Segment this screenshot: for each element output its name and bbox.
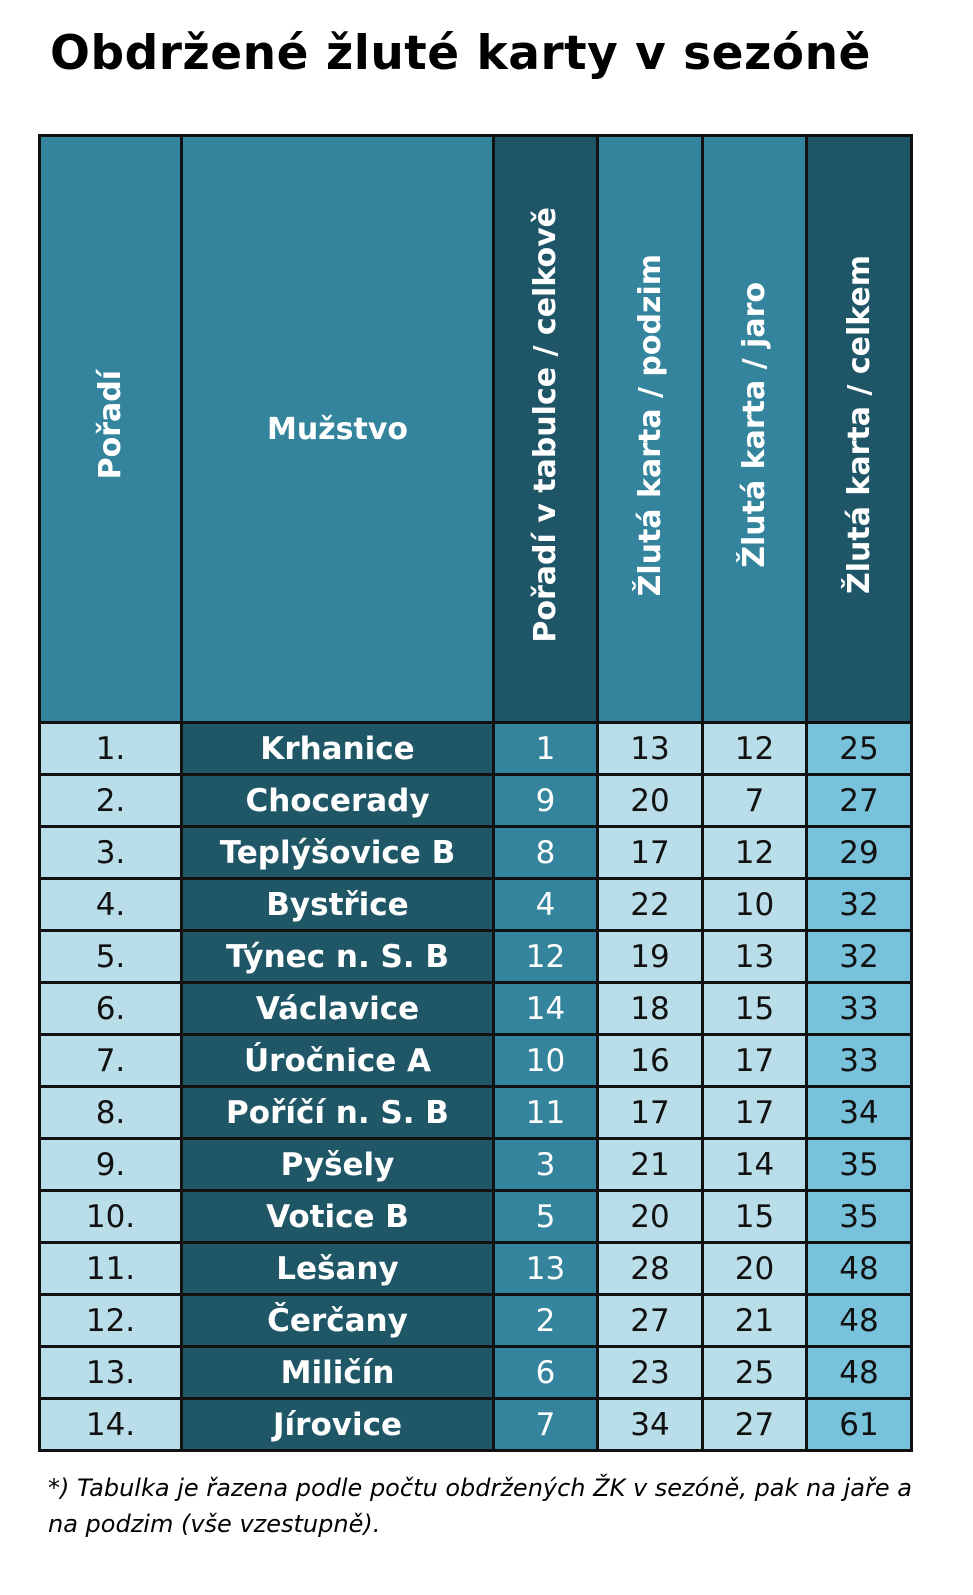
cell-yellow-autumn: 28	[598, 1243, 703, 1295]
cell-team: Votice B	[182, 1191, 494, 1243]
cell-rank: 7.	[40, 1035, 182, 1087]
cell-team: Úročnice A	[182, 1035, 494, 1087]
cell-yellow-spring: 15	[703, 983, 807, 1035]
cell-rank: 10.	[40, 1191, 182, 1243]
table-row	[40, 1035, 912, 1087]
cell-table-position: 1	[494, 723, 598, 775]
cell-table-position: 6	[494, 1347, 598, 1399]
cell-rank: 12.	[40, 1295, 182, 1347]
table-row	[40, 1243, 912, 1295]
cell-yellow-spring: 12	[703, 723, 807, 775]
cell-yellow-total: 48	[807, 1295, 912, 1347]
cell-rank: 9.	[40, 1139, 182, 1191]
cell-team: Miličín	[182, 1347, 494, 1399]
header-rank-label: Pořadí	[93, 370, 128, 480]
cell-yellow-total: 32	[807, 879, 912, 931]
cell-yellow-total: 61	[807, 1399, 912, 1451]
table-row	[40, 931, 912, 983]
cell-yellow-autumn: 13	[598, 723, 703, 775]
table-row	[40, 1191, 912, 1243]
cell-yellow-total: 35	[807, 1191, 912, 1243]
cell-yellow-spring: 27	[703, 1399, 807, 1451]
cell-yellow-spring: 21	[703, 1295, 807, 1347]
header-yellow-spring	[703, 136, 807, 723]
cell-table-position: 7	[494, 1399, 598, 1451]
cell-table-position: 14	[494, 983, 598, 1035]
cell-rank: 14.	[40, 1399, 182, 1451]
cell-yellow-autumn: 19	[598, 931, 703, 983]
header-rank	[40, 136, 182, 723]
cell-yellow-spring: 10	[703, 879, 807, 931]
table-row	[40, 827, 912, 879]
cell-table-position: 10	[494, 1035, 598, 1087]
cell-yellow-total: 48	[807, 1347, 912, 1399]
cell-team: Poříčí n. S. B	[182, 1087, 494, 1139]
cell-team: Václavice	[182, 983, 494, 1035]
cell-team: Pyšely	[182, 1139, 494, 1191]
cell-yellow-autumn: 17	[598, 1087, 703, 1139]
cell-table-position: 2	[494, 1295, 598, 1347]
cell-yellow-total: 35	[807, 1139, 912, 1191]
cell-rank: 8.	[40, 1087, 182, 1139]
table-row	[40, 1399, 912, 1451]
cell-yellow-autumn: 20	[598, 1191, 703, 1243]
cell-rank: 5.	[40, 931, 182, 983]
table-row	[40, 879, 912, 931]
cell-rank: 2.	[40, 775, 182, 827]
cell-table-position: 11	[494, 1087, 598, 1139]
cell-team: Chocerady	[182, 775, 494, 827]
cell-table-position: 4	[494, 879, 598, 931]
cell-team: Bystřice	[182, 879, 494, 931]
table-header-row	[40, 136, 912, 723]
cell-yellow-spring: 7	[703, 775, 807, 827]
header-yellow-total-label: Žlutá karta / celkem	[841, 255, 877, 595]
cell-yellow-spring: 12	[703, 827, 807, 879]
cell-table-position: 5	[494, 1191, 598, 1243]
cell-yellow-total: 32	[807, 931, 912, 983]
cell-rank: 4.	[40, 879, 182, 931]
cell-yellow-total: 33	[807, 1035, 912, 1087]
cell-yellow-autumn: 34	[598, 1399, 703, 1451]
table-row	[40, 1347, 912, 1399]
cell-table-position: 8	[494, 827, 598, 879]
table-row	[40, 1295, 912, 1347]
cell-rank: 6.	[40, 983, 182, 1035]
cell-team: Týnec n. S. B	[182, 931, 494, 983]
cell-yellow-spring: 13	[703, 931, 807, 983]
cell-rank: 1.	[40, 723, 182, 775]
header-table-position-label: Pořadí v tabulce / celkově	[528, 207, 563, 643]
cell-yellow-total: 48	[807, 1243, 912, 1295]
cell-rank: 13.	[40, 1347, 182, 1399]
footnote: *) Tabulka je řazena podle počtu obdržených ŽK v sezóně, pak na jaře a na podzim (vše vzestupně).	[48, 1474, 912, 1538]
cell-table-position: 3	[494, 1139, 598, 1191]
cell-table-position: 12	[494, 931, 598, 983]
cell-table-position: 9	[494, 775, 598, 827]
cell-team: Čerčany	[182, 1295, 494, 1347]
table-row	[40, 723, 912, 775]
cell-yellow-spring: 20	[703, 1243, 807, 1295]
page-title: Obdržené žluté karty v sezóně	[50, 26, 871, 81]
cell-team: Jírovice	[182, 1399, 494, 1451]
header-yellow-spring-label: Žlutá karta / jaro	[737, 282, 772, 568]
table-row	[40, 775, 912, 827]
header-yellow-autumn	[598, 136, 703, 723]
cell-yellow-spring: 17	[703, 1087, 807, 1139]
header-team	[182, 136, 494, 723]
cell-team: Krhanice	[182, 723, 494, 775]
cell-yellow-autumn: 17	[598, 827, 703, 879]
cell-yellow-autumn: 23	[598, 1347, 703, 1399]
header-team-label: Mužstvo	[266, 411, 409, 447]
header-table-position	[494, 136, 598, 723]
cell-team: Lešany	[182, 1243, 494, 1295]
cell-team: Teplýšovice B	[182, 827, 494, 879]
yellow-cards-table	[38, 134, 913, 1452]
cell-yellow-total: 34	[807, 1087, 912, 1139]
table-row	[40, 1087, 912, 1139]
cell-table-position: 13	[494, 1243, 598, 1295]
table-body	[40, 723, 912, 1451]
cell-yellow-autumn: 21	[598, 1139, 703, 1191]
header-yellow-autumn-label: Žlutá karta / podzim	[632, 253, 668, 597]
cell-yellow-total: 33	[807, 983, 912, 1035]
cell-yellow-spring: 14	[703, 1139, 807, 1191]
cell-rank: 11.	[40, 1243, 182, 1295]
cell-yellow-autumn: 18	[598, 983, 703, 1035]
cell-yellow-spring: 25	[703, 1347, 807, 1399]
cell-yellow-autumn: 16	[598, 1035, 703, 1087]
cell-rank: 3.	[40, 827, 182, 879]
cell-yellow-total: 27	[807, 775, 912, 827]
cell-yellow-autumn: 20	[598, 775, 703, 827]
table-row	[40, 983, 912, 1035]
cell-yellow-spring: 15	[703, 1191, 807, 1243]
cell-yellow-total: 25	[807, 723, 912, 775]
table-row	[40, 1139, 912, 1191]
cell-yellow-autumn: 22	[598, 879, 703, 931]
cell-yellow-total: 29	[807, 827, 912, 879]
cell-yellow-spring: 17	[703, 1035, 807, 1087]
header-yellow-total	[807, 136, 912, 723]
cell-yellow-autumn: 27	[598, 1295, 703, 1347]
